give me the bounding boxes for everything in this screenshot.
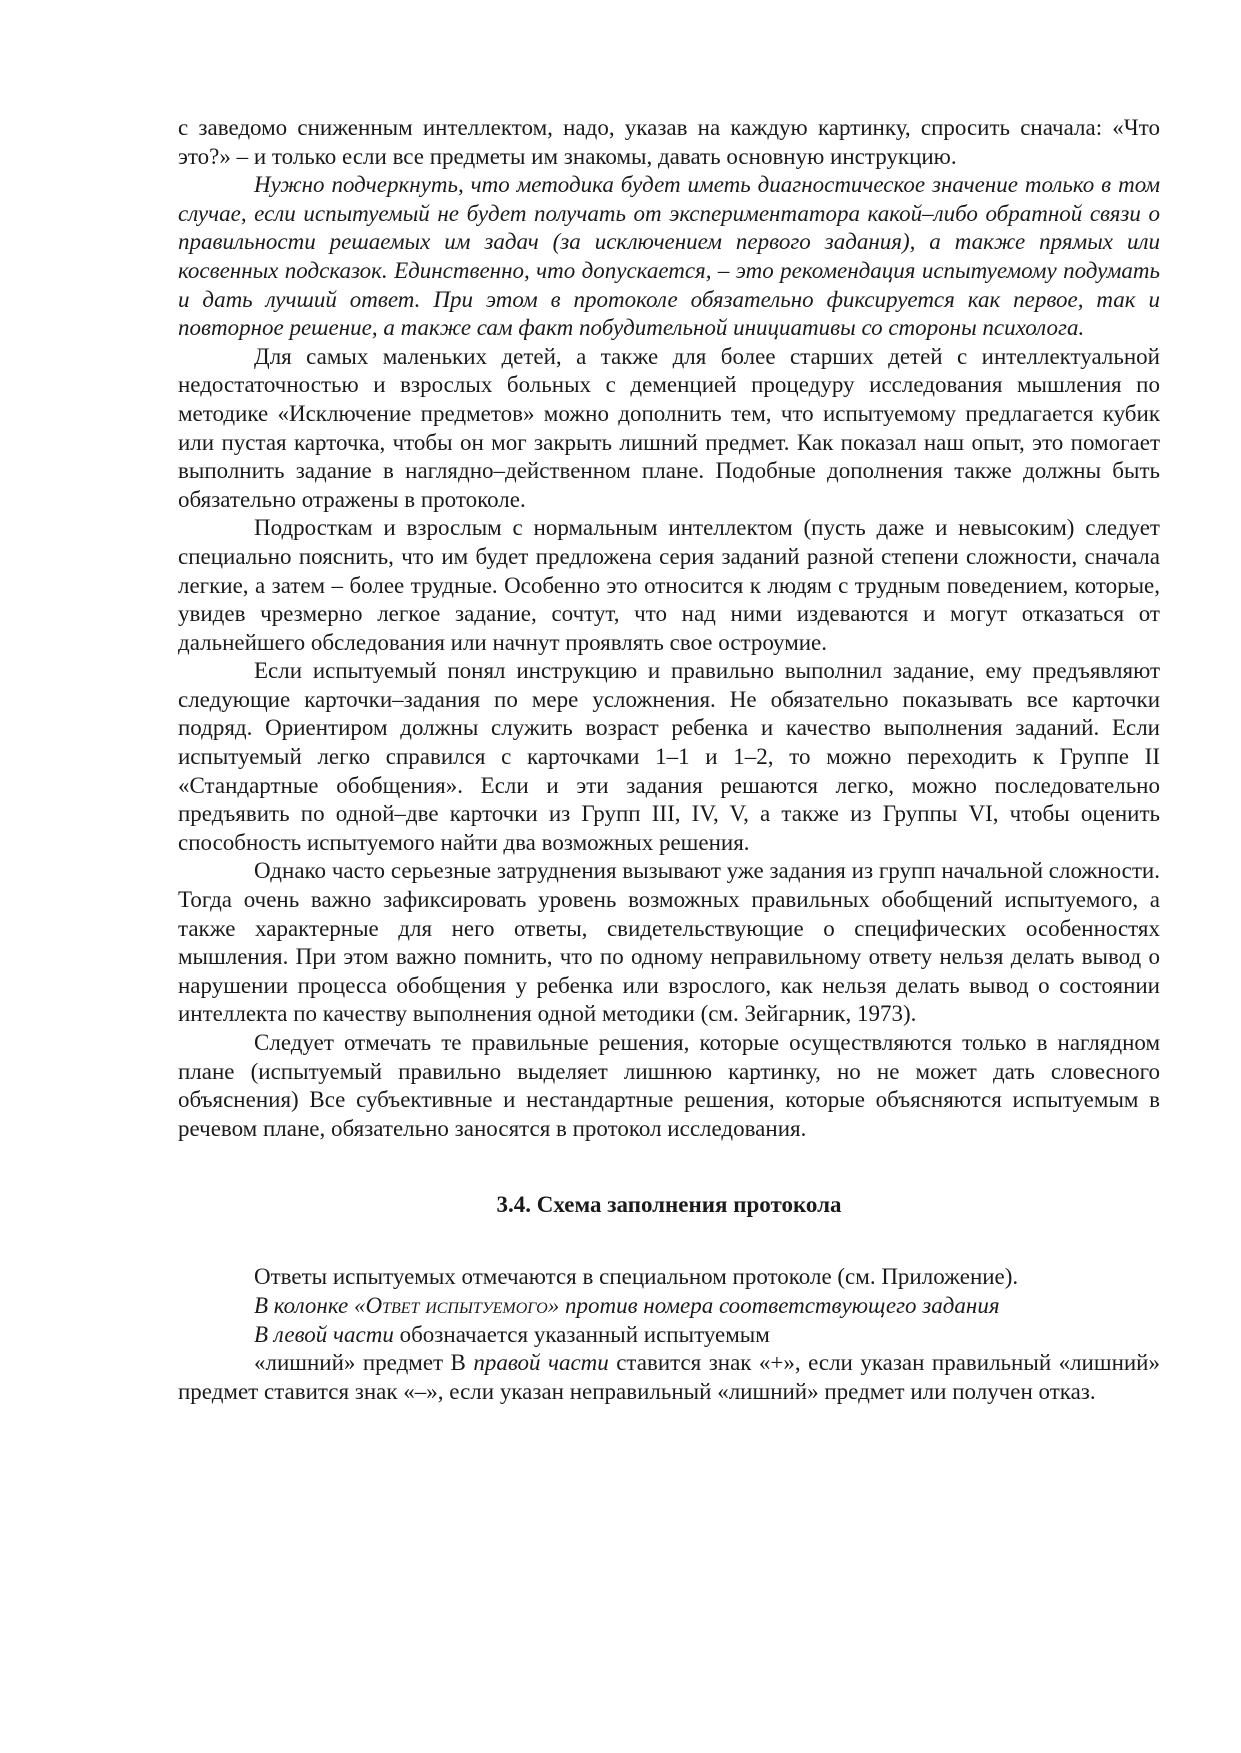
- section-paragraph-3: [178, 1321, 1160, 1350]
- section-paragraph-4: [178, 1349, 1160, 1406]
- section-heading: 3.4. Схема заполнения протокола: [496, 1192, 842, 1218]
- section-paragraph-2: [178, 1292, 1160, 1321]
- paragraph-visual-solutions: Следует отмечать те правильные решения, которые осуществляются только в наглядном плане (испытуемый правильно выделяет лишнюю картинку, но не может дать словесного объяснения) Все субъективные и нестандартные решения, которые объясняются испытуемым в речевом плане, обязательно заносятся в протокол исследования.: [178, 1030, 1160, 1141]
- p4-text-a: «лишний» предмет В: [254, 1350, 474, 1376]
- p3-rest: обозначается указанный испытуемым: [393, 1321, 770, 1347]
- paragraph-italic-note: Нужно подчеркнуть, что методика будет иметь диагностическое значение только в том случае, если испытуемый не будет получать от экспериментатора какой–либо обратной связи о правильности решаемых им задач (за исключением первого задания), а также прямых или косвенных подсказок. Единственно, что допускается, – это рекомендация испытуемому подумать и дать лучший ответ. При этом в протоколе обязательно фиксируется как первое, так и повторное решение, а также сам факт побудительной инициативы со стороны психолога.: [178, 172, 1160, 341]
- paragraph-adolescents: Подросткам и взрослым с нормальным интеллектом (пусть даже и невысоким) следует специально пояснить, что им будет предложена серия заданий разной степени сложности, сначала легкие, а затем – более трудные. Особенно это относится к людям с трудным поведением, которые, увидев чрезмерно легкое задание, сочтут, что над ними издеваются и могут отказаться от дальнейшего обследования или начнут проявлять свое остроумие.: [178, 515, 1160, 655]
- p4-text-b: ставится знак «+», если указан правильный «лишний» предмет ставится знак «–», если указан неправильный «лишний» предмет или получен отказ.: [178, 1350, 1160, 1404]
- paragraph-continuation: с заведомо сниженным интеллектом, надо, указав на каждую картинку, спросить сначала: «Что это?» – и только если все предметы им знакомы, давать основную инструкцию.: [178, 115, 1160, 169]
- p2-small-caps: Ответ испытуемого: [365, 1292, 548, 1318]
- section-paragraph-1: Ответы испытуемых отмечаются в специальном протоколе (см. Приложение).: [254, 1264, 1019, 1290]
- p4-italic: правой части: [473, 1350, 609, 1376]
- p2-text-a: В колонке «: [254, 1292, 366, 1318]
- document-page: [178, 114, 1160, 1406]
- paragraph-difficulties: Однако часто серьезные затруднения вызывают уже задания из групп начальной сложности. Тогда очень важно зафиксировать уровень возможных правильных обобщений испытуемого, а также характерные для него ответы, свидетельствующие о специфических особенностях мышления. При этом важно помнить, что по одному неправильному ответу нельзя делать вывод о нарушении процесса обобщения у ребенка или взрослого, как нельзя делать вывод о состоянии интеллекта по качеству выполнения одной методики (см. Зейгарник, 1973).: [178, 858, 1160, 1027]
- paragraph-young-children: Для самых маленьких детей, а также для более старших детей с интеллектуальной недостаточностью и взрослых больных с деменцией процедуру исследования мышления по методике «Исключение предметов» можно дополнить тем, что испытуемому предлагается кубик или пустая карточка, чтобы он мог закрыть лишний предмет. Как показал наш опыт, это помогает выполнить задание в наглядно–действенном плане. Подобные дополнения также должны быть обязательно отражены в протоколе.: [178, 343, 1160, 512]
- paragraph-cards-order: Если испытуемый понял инструкцию и правильно выполнил задание, ему предъявляют следующие карточки–задания по мере усложнения. Не обязательно показывать все карточки подряд. Ориентиром должны служить возраст ребенка и качество выполнения заданий. Если испытуемый легко справился с карточками 1–1 и 1–2, то можно переходить к Группе II «Стандартные обобщения». Если и эти задания решаются легко, можно последовательно предъявить по одной–две карточки из Групп III, IV, V, а также из Группы VI, чтобы оценить способность испытуемого найти два возможных решения.: [178, 658, 1160, 855]
- p2-text-b: » против номера соответствующего задания: [547, 1292, 1000, 1318]
- p3-italic: В левой части: [254, 1321, 394, 1347]
